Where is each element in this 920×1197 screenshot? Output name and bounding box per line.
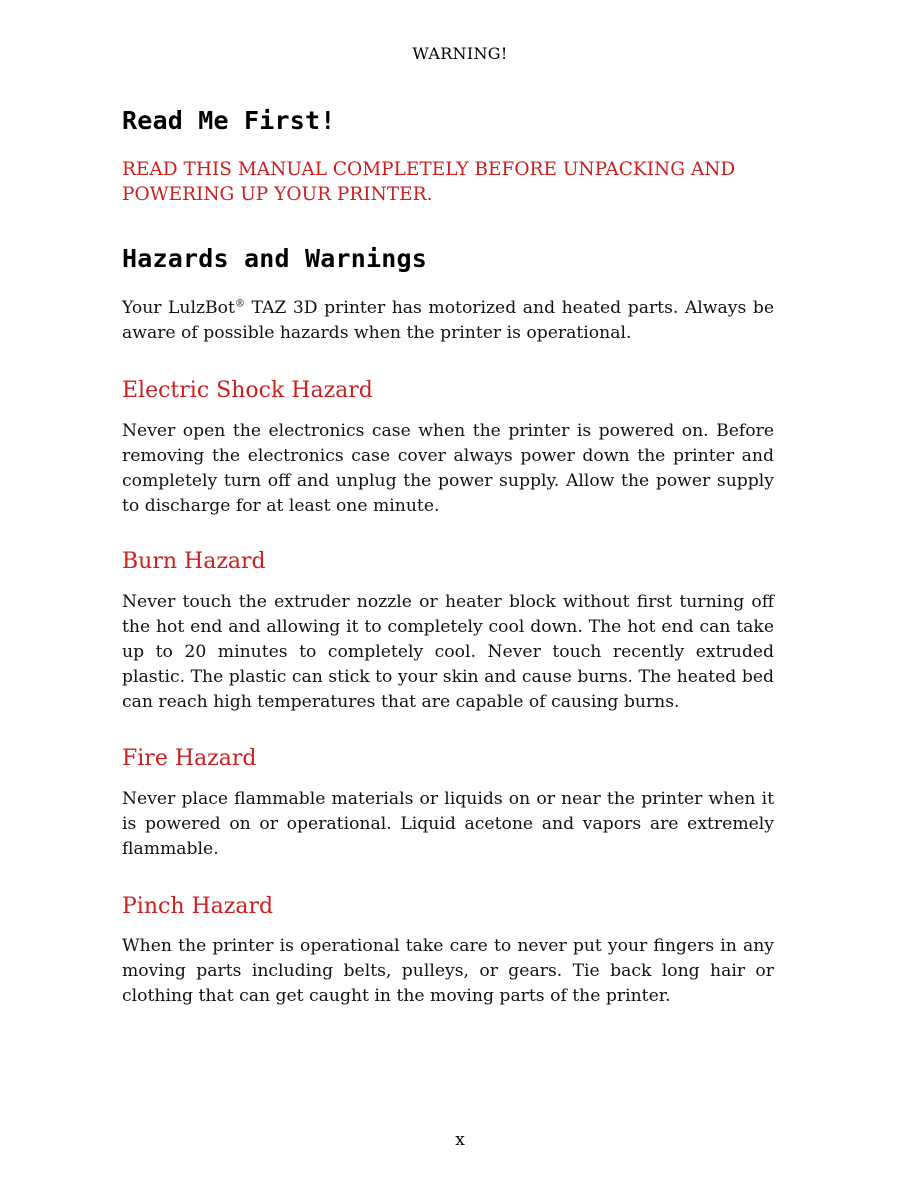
section-title-electric-shock: Electric Shock Hazard xyxy=(122,378,373,403)
read-manual-warning: READ THIS MANUAL COMPLETELY BEFORE UNPACKING AND POWERING UP YOUR PRINTER. xyxy=(122,159,736,205)
running-header: WARNING! xyxy=(412,44,508,63)
section-body-electric-shock: Never open the electronics case when the printer is powered on. Before removing the electronics case cover always power down the printer and completely turn off and unplug the power supply. Allow the power supply to discharge for at least one minute. xyxy=(122,421,774,516)
section-title-burn: Burn Hazard xyxy=(122,549,266,574)
hazards-intro xyxy=(122,296,774,346)
section-body-burn: Never touch the extruder nozzle or heater block without first turning off the hot end and allowing it to completely cool down. The hot end can take up to 20 minutes to completely cool. Never touch recently extruded plastic. The plastic can stick to your skin and cause burns. The heated bed can reach high temperatures that are capable of causing burns. xyxy=(122,592,774,712)
section-title-pinch: Pinch Hazard xyxy=(122,894,274,919)
section-body-pinch: When the printer is operational take care to never put your fingers in any moving parts including belts, pulleys, or gears. Tie back long hair or clothing that can get caught in the moving parts of the printer. xyxy=(122,936,774,1006)
hazards-heading: Hazards and Warnings xyxy=(122,244,428,273)
read-me-heading: Read Me First! xyxy=(122,106,336,135)
intro-text-start: Your LulzBot xyxy=(122,298,235,318)
section-title-fire: Fire Hazard xyxy=(122,746,257,771)
registered-mark: ® xyxy=(234,298,245,310)
intro-text-end: TAZ 3D printer has motorized and heated parts. Always be aware of possible hazards when the printer is operational. xyxy=(122,298,774,343)
section-body-fire: Never place flammable materials or liquids on or near the printer when it is powered on or operational. Liquid acetone and vapors are extremely flammable. xyxy=(122,789,774,859)
page-number: x xyxy=(455,1130,465,1150)
